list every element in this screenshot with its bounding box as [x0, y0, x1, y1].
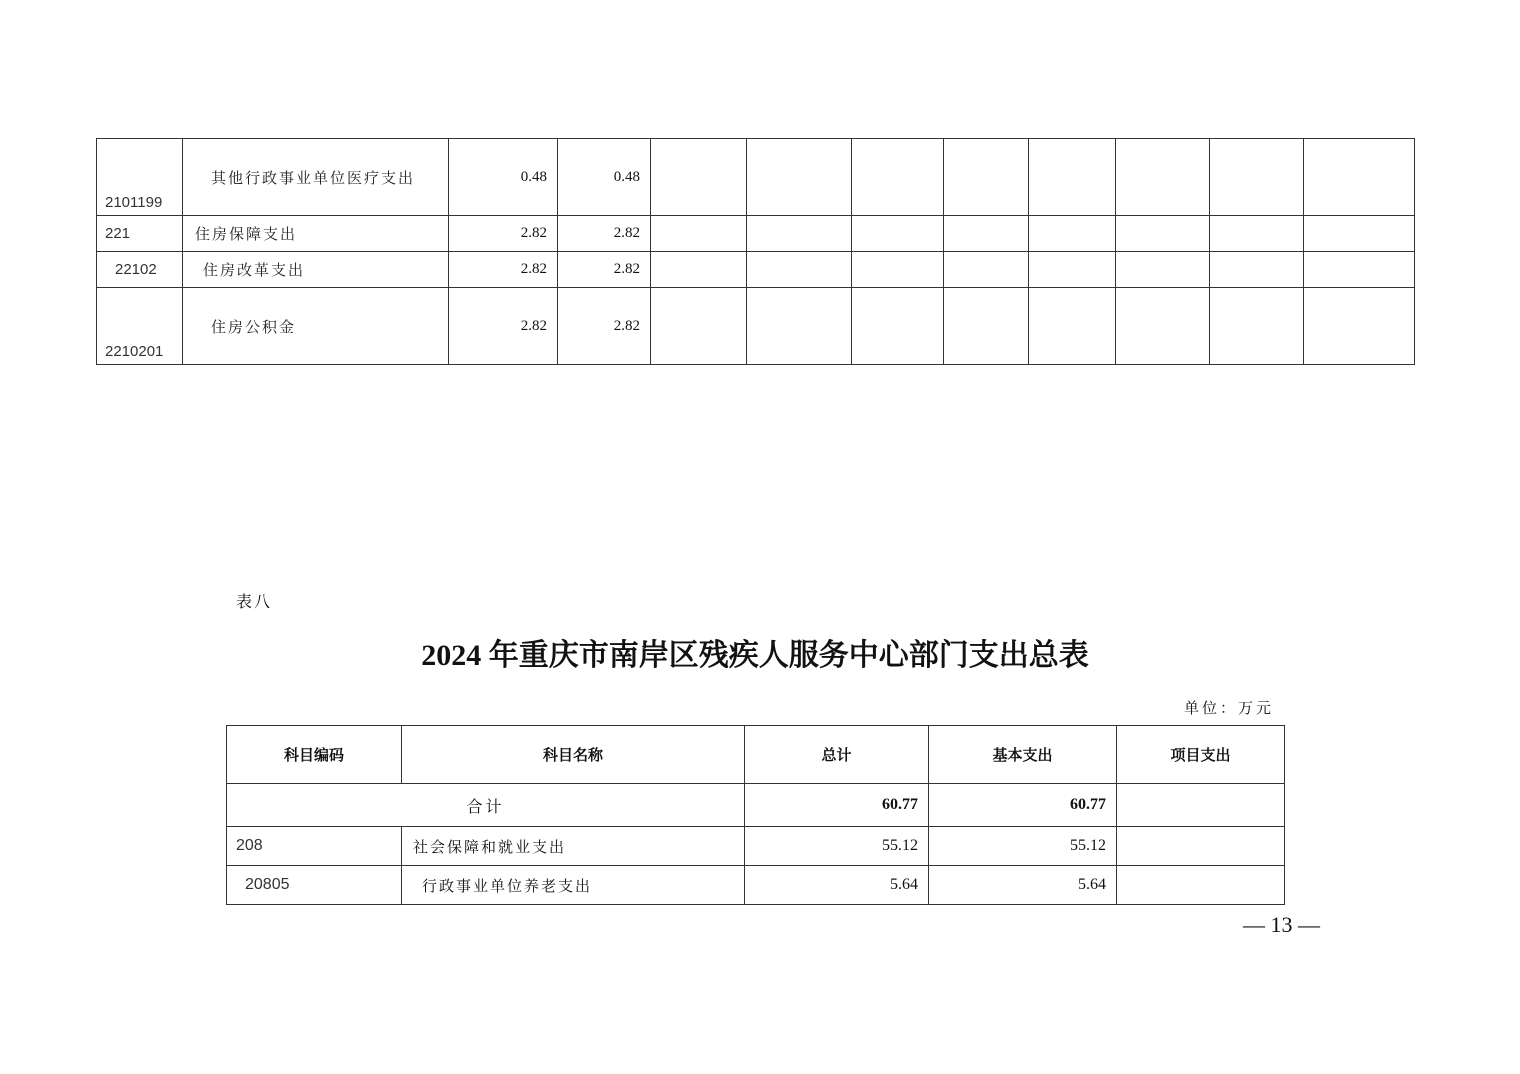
empty-cell [747, 288, 852, 365]
subject-name: 其他行政事业单位医疗支出 [183, 139, 449, 216]
subject-name: 住房公积金 [183, 288, 449, 365]
subject-code: 2101199 [97, 139, 183, 216]
subject-code: 20805 [227, 866, 402, 905]
project-value [1117, 866, 1285, 905]
value-cell: 2.82 [449, 216, 558, 252]
table-row [97, 216, 1415, 252]
empty-cell [852, 288, 944, 365]
basic-value: 55.12 [929, 827, 1117, 866]
table-row [97, 139, 1415, 216]
empty-cell [747, 139, 852, 216]
empty-cell [747, 216, 852, 252]
table-header-row [227, 726, 1285, 784]
empty-cell [1029, 139, 1116, 216]
empty-cell [651, 288, 747, 365]
empty-cell [944, 139, 1029, 216]
header-basic-expenditure: 基本支出 [929, 726, 1117, 784]
value-cell: 2.82 [558, 216, 651, 252]
total-row [227, 784, 1285, 827]
empty-cell [651, 216, 747, 252]
empty-cell [1304, 252, 1415, 288]
empty-cell [651, 139, 747, 216]
total-value: 60.77 [745, 784, 929, 827]
empty-cell [944, 288, 1029, 365]
subject-code: 221 [97, 216, 183, 252]
empty-cell [852, 252, 944, 288]
subject-name: 社会保障和就业支出 [402, 827, 745, 866]
empty-cell [651, 252, 747, 288]
empty-cell [1210, 139, 1304, 216]
empty-cell [1116, 288, 1210, 365]
empty-cell [1210, 288, 1304, 365]
empty-cell [944, 216, 1029, 252]
page-title: 2024 年重庆市南岸区残疾人服务中心部门支出总表 [421, 639, 1089, 672]
subject-name: 住房改革支出 [183, 252, 449, 288]
empty-cell [1029, 288, 1116, 365]
total-label: 合计 [227, 784, 745, 827]
value-cell: 2.82 [449, 252, 558, 288]
basic-value: 5.64 [929, 866, 1117, 905]
header-subject-name: 科目名称 [402, 726, 745, 784]
basic-value: 60.77 [929, 784, 1117, 827]
subject-code: 22102 [97, 252, 183, 288]
header-total: 总计 [745, 726, 929, 784]
continuation-table [96, 138, 1415, 365]
value-cell: 2.82 [558, 288, 651, 365]
empty-cell [1116, 139, 1210, 216]
table-row [227, 866, 1285, 905]
value-cell: 2.82 [558, 252, 651, 288]
subject-code: 2210201 [97, 288, 183, 365]
page-number: — 13 — [1243, 912, 1320, 937]
empty-cell [747, 252, 852, 288]
empty-cell [1304, 139, 1415, 216]
total-value: 55.12 [745, 827, 929, 866]
empty-cell [1210, 216, 1304, 252]
project-value [1117, 784, 1285, 827]
empty-cell [852, 216, 944, 252]
header-project-expenditure: 项目支出 [1117, 726, 1285, 784]
empty-cell [1029, 216, 1116, 252]
table-label: 表八 [236, 592, 273, 611]
empty-cell [944, 252, 1029, 288]
subject-name: 住房保障支出 [183, 216, 449, 252]
header-subject-code: 科目编码 [227, 726, 402, 784]
expenditure-summary-table [226, 725, 1285, 905]
project-value [1117, 827, 1285, 866]
empty-cell [1116, 252, 1210, 288]
value-cell: 0.48 [449, 139, 558, 216]
subject-code: 208 [227, 827, 402, 866]
empty-cell [1304, 216, 1415, 252]
value-cell: 2.82 [449, 288, 558, 365]
table-row [227, 827, 1285, 866]
subject-name: 行政事业单位养老支出 [402, 866, 745, 905]
table-row [97, 252, 1415, 288]
empty-cell [1210, 252, 1304, 288]
empty-cell [852, 139, 944, 216]
value-cell: 0.48 [558, 139, 651, 216]
table-row [97, 288, 1415, 365]
unit-label: 单位：万元 [1184, 699, 1275, 717]
empty-cell [1029, 252, 1116, 288]
total-value: 5.64 [745, 866, 929, 905]
empty-cell [1304, 288, 1415, 365]
empty-cell [1116, 216, 1210, 252]
